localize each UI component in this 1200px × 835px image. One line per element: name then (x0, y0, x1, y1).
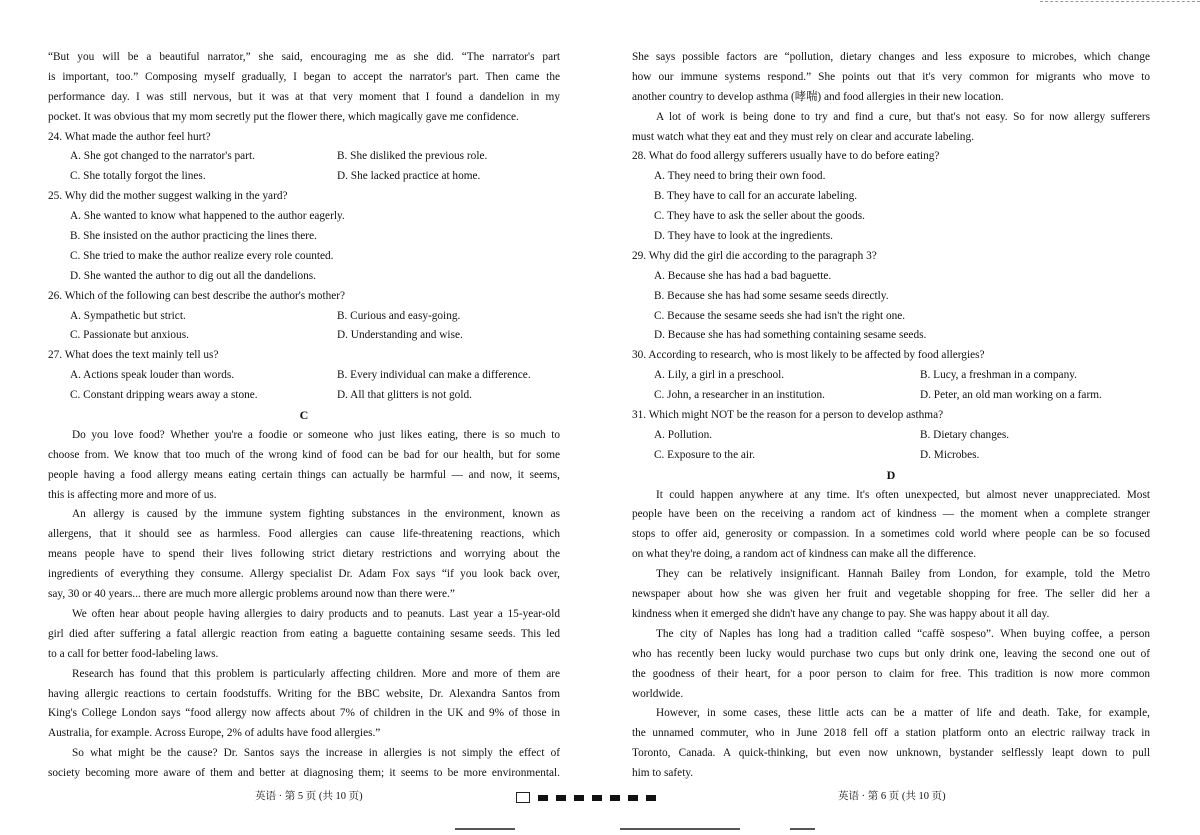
question-27-options-cd (48, 386, 560, 406)
option-31d[interactable]: D. Microbes. (920, 448, 980, 461)
question-31-options-cd (632, 446, 1150, 466)
text-line: They can be relatively insignificant. Hannah Bailey from London, for example, told the Metro (656, 568, 1150, 581)
text-line: Australia, for example. Across Europe, 2% of adults have food allergies.” (48, 727, 381, 740)
text-line: The city of Naples has long had a tradition called “caffè sospeso”. When buying coffee, a person (656, 627, 1150, 640)
option-25d[interactable]: D. She wanted the author to dig out all the dandelions. (70, 269, 316, 282)
text-line: It could happen anywhere at any time. It's often unexpected, but almost never unappreciated. Most (656, 488, 1150, 501)
scan-edge-fragment (790, 828, 815, 830)
option-29b[interactable]: B. Because she has had some sesame seeds directly. (654, 289, 889, 302)
text-line: girl died after suffering a fatal allergic reaction from eating a baguette containing sesame seeds. This led (48, 627, 560, 640)
option-26c[interactable]: C. Passionate but anxious. (70, 329, 189, 342)
option-29c[interactable]: C. Because the sesame seeds she had isn't the right one. (654, 309, 906, 322)
section-d-heading: D (886, 467, 896, 482)
text-line: King's College London says “food allergy now affects about 7% of children in the UK and 9% of those in (48, 707, 560, 720)
text-line: A lot of work is being done to try and find a cure, but that's not easy. So for now allergy sufferers (656, 110, 1150, 123)
text-line: the goodness of their heart, for a poor person to claim for free. This tradition is now more common (632, 667, 1150, 680)
binding-box-icon (516, 792, 530, 803)
text-line: having allergic reactions to certain foodstuffs. Writing for the BBC website, Dr. Alexandra Santos from (48, 687, 560, 700)
option-26a[interactable]: A. Sympathetic but strict. (70, 309, 186, 322)
question-29-stem: 29. Why did the girl die according to the paragraph 3? (632, 249, 877, 262)
option-28a[interactable]: A. They need to bring their own food. (654, 170, 826, 183)
text-line: pocket. It was obvious that my mom secretly put the flower there, which magically gave me confidence. (48, 110, 519, 123)
binding-block-icon (538, 795, 548, 801)
text-line: Research has found that this problem is particularly affecting children. More and more of them are (72, 667, 560, 680)
question-27-options-ab (48, 366, 560, 386)
question-24-options-ab (48, 147, 560, 167)
passage-c-tail (632, 48, 1150, 147)
text-line: the unnamed commuter, who in June 2018 fell off a station platform onto an electric railway track in (632, 727, 1150, 740)
page-footer-right: 英语 · 第 6 页 (共 10 页) (838, 791, 946, 802)
text-line: So what might be the cause? Dr. Santos says the increase in allergies is not simply the effect of (72, 747, 560, 760)
binding-block-icon (574, 795, 584, 801)
option-27a[interactable]: A. Actions speak louder than words. (70, 369, 235, 382)
text-line: is important, too.” Composing myself gradually, I began to accept the narrator's part. Then came the (48, 70, 560, 83)
question-25-stem: 25. Why did the mother suggest walking in the yard? (48, 190, 288, 203)
text-line: ingredients of everything they consume. Allergy specialist Dr. Adam Fox says “if you look back over, (48, 568, 560, 581)
text-line: performance day. I was still nervous, but it was at that very moment that I found a dandelion in my (48, 90, 560, 103)
left-page-column (48, 48, 560, 784)
option-30c[interactable]: C. John, a researcher in an institution. (654, 389, 825, 402)
binding-marks (516, 792, 656, 803)
text-line: society becoming more aware of them and better at diagnosing them; it seems to be more environmental. (48, 767, 560, 780)
passage-b-tail (48, 48, 560, 128)
question-30-options-cd (632, 386, 1150, 406)
text-line: stops to offer aid, generosity or compassion. In a sometimes cold world where people can be so focused (632, 528, 1150, 541)
text-line: Toronto, Canada. A quick-thinking, but even now unknown, bystander selflessly leapt down to pull (632, 747, 1150, 760)
text-line: how our immune systems respond.” She points out that it's very common for migrants who move to (632, 70, 1150, 83)
option-25b[interactable]: B. She insisted on the author practicing the lines there. (70, 230, 317, 243)
option-25c[interactable]: C. She tried to make the author realize every role counted. (70, 249, 334, 262)
binding-block-icon (628, 795, 638, 801)
passage-c-body (48, 426, 560, 784)
question-26-stem: 26. Which of the following can best describe the author's mother? (48, 289, 346, 302)
question-28-stem: 28. What do food allergy sufferers usually have to do before eating? (632, 150, 940, 163)
question-26-options-cd (48, 326, 560, 346)
option-27d[interactable]: D. All that glitters is not gold. (337, 389, 472, 402)
text-line: newspaper about how she was given her fruit and vegetable shopping for free. The seller did her a (632, 588, 1150, 601)
option-31b[interactable]: B. Dietary changes. (920, 428, 1010, 441)
question-31-stem: 31. Which might NOT be the reason for a person to develop asthma? (632, 409, 944, 422)
option-24d[interactable]: D. She lacked practice at home. (337, 170, 481, 183)
text-line: people having a food allergy means eating certain things can actually be harmful — and now, it seems, (48, 468, 560, 481)
top-dashed-line (1040, 1, 1200, 2)
question-31-options-ab (632, 426, 1150, 446)
option-31a[interactable]: A. Pollution. (654, 428, 713, 441)
option-26b[interactable]: B. Curious and easy-going. (337, 309, 461, 322)
binding-block-icon (610, 795, 620, 801)
text-line: say, 30 or 40 years... there are much more allergic problems around now than there were.” (48, 588, 455, 601)
binding-block-icon (556, 795, 566, 801)
option-24a[interactable]: A. She got changed to the narrator's part. (70, 150, 255, 163)
page-footer-left: 英语 · 第 5 页 (共 10 页) (255, 791, 363, 802)
scan-edge-fragment (455, 828, 515, 830)
option-28b[interactable]: B. They have to call for an accurate labeling. (654, 190, 858, 203)
text-line: to a call for better food-labeling laws. (48, 647, 219, 660)
question-30-options-ab (632, 366, 1150, 386)
text-line: must watch what they eat and they must rely on clear and accurate labeling. (632, 130, 974, 143)
scan-edge-fragment (620, 828, 740, 830)
option-24c[interactable]: C. She totally forgot the lines. (70, 170, 206, 183)
text-line: We often hear about people having allergies to dairy products and to peanuts. Last year a 15-year-old (72, 607, 560, 620)
text-line: choose from. We know that too much of the wrong kind of food can be bad for our health, but for some (48, 448, 560, 461)
option-27b[interactable]: B. Every individual can make a difference. (337, 369, 531, 382)
text-line: However, in some cases, these little acts can be a matter of life and death. Take, for example, (656, 707, 1150, 720)
text-line: worldwide. (632, 687, 684, 700)
text-line: him to safety. (632, 767, 694, 780)
question-30-stem: 30. According to research, who is most likely to be affected by food allergies? (632, 349, 985, 362)
option-29a[interactable]: A. Because she has had a bad baguette. (654, 269, 832, 282)
text-line: Do you love food? Whether you're a foodie or someone who just likes eating, there is so much to (72, 428, 560, 441)
section-c-heading: C (299, 408, 309, 423)
option-30d[interactable]: D. Peter, an old man working on a farm. (920, 389, 1102, 402)
option-25a[interactable]: A. She wanted to know what happened to the author eagerly. (70, 210, 345, 223)
option-24b[interactable]: B. She disliked the previous role. (337, 150, 488, 163)
text-line: “But you will be a beautiful narrator,” she said, encouraging me as she did. “The narrator's part (48, 51, 560, 63)
option-28d[interactable]: D. They have to look at the ingredients. (654, 230, 833, 243)
text-line: An allergy is caused by the immune system fighting substances in the environment, known as (72, 508, 560, 521)
binding-block-icon (592, 795, 602, 801)
option-27c[interactable]: C. Constant dripping wears away a stone. (70, 389, 258, 402)
option-28c[interactable]: C. They have to ask the seller about the goods. (654, 210, 865, 223)
right-page-column (632, 48, 1150, 784)
question-27-stem: 27. What does the text mainly tell us? (48, 349, 219, 362)
text-line: on what they're doing, a random act of kindness can make all the difference. (632, 548, 977, 561)
option-30a[interactable]: A. Lily, a girl in a preschool. (654, 369, 785, 382)
option-31c[interactable]: C. Exposure to the air. (654, 448, 756, 461)
question-24-options-cd (48, 167, 560, 187)
text-line: She says possible factors are “pollution, dietary changes and less exposure to microbes, which change (632, 51, 1150, 63)
text-line: kindness when it emerged she didn't have any change to pay. She was happy about it all day. (632, 607, 1050, 620)
text-line: people have been on the receiving a random act of kindness — the moment when a complete stranger (632, 508, 1150, 521)
option-29d[interactable]: D. Because she has had something containing sesame seeds. (654, 329, 927, 342)
text-line: means people have to spend their lives following strict dietary restrictions and worrying about the (48, 548, 560, 561)
text-line: allergens, that it should see as harmless. Food allergies can cause life-threatening reactions, which (48, 528, 560, 541)
option-30b[interactable]: B. Lucy, a freshman in a company. (920, 369, 1077, 382)
text-line: another country to develop asthma (哮喘) and food allergies in their new location. (632, 90, 1004, 103)
text-line: this is affecting more and more of us. (48, 488, 217, 501)
question-24-stem: 24. What made the author feel hurt? (48, 130, 211, 143)
text-line: who has recently been lucky would purchase two cups but only drink one, leaving the second one out of (632, 647, 1150, 660)
binding-block-icon (646, 795, 656, 801)
passage-d-body (632, 486, 1150, 784)
question-26-options-ab (48, 307, 560, 327)
option-26d[interactable]: D. Understanding and wise. (337, 329, 463, 342)
